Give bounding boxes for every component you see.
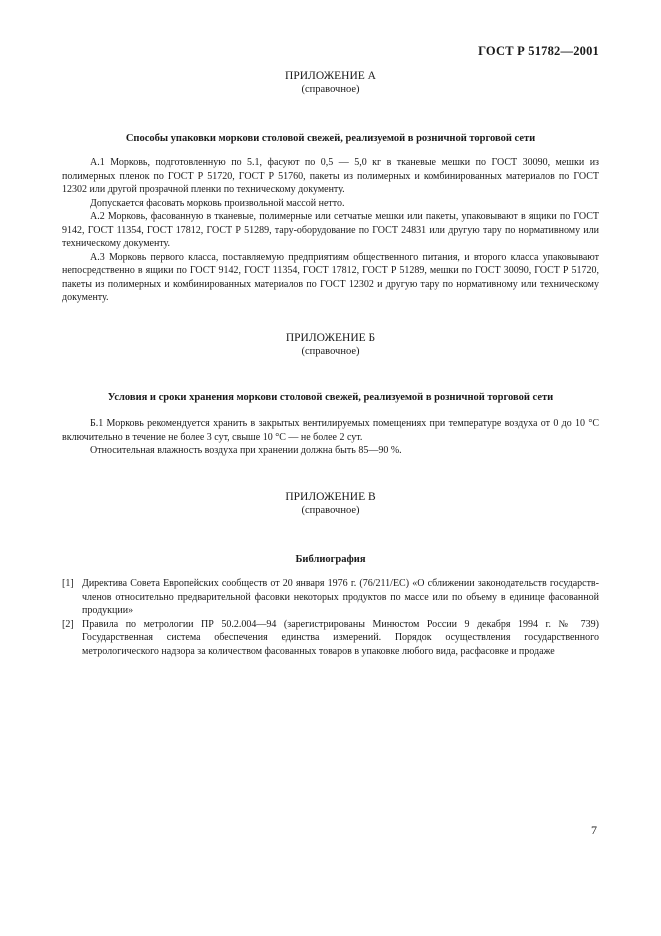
- paragraph-a3: А.3 Морковь первого класса, поставляемую предприятиям общественного питания, и второго класса упаковывают непосредственно в ящики по ГОСТ 9142, ГОСТ 11354, ГОСТ 17812, ГОСТ Р 51289, мешки по ГОСТ 30090, ГОСТ Р 51720, пакеты из полимерных и комбинированных материалов по ГОСТ 12302 и другую тару по нормативному или техническому документу.: [62, 251, 599, 303]
- appendix-a-heading: ПРИЛОЖЕНИЕ А: [285, 70, 376, 82]
- bibliography-item: [62, 577, 599, 618]
- appendix-b-body: [62, 417, 599, 458]
- bibliography-item-text: Правила по метрологии ПР 50.2.004—94 (зарегистрированы Минюстом России 9 декабря 1994 г. № 739) Государственная система обеспечения единства измерений. Порядок осуществления государственного метрологического надзора за количеством фасованных товаров в упаковке любого вида, расфасовке и продаже: [82, 618, 599, 657]
- appendix-v-heading-block: [0, 491, 661, 517]
- appendix-a-note: (справочное): [301, 84, 360, 95]
- appendix-b-heading: ПРИЛОЖЕНИЕ Б: [285, 332, 376, 344]
- bibliography-item-number: [1]: [62, 578, 74, 589]
- page-number: 7: [591, 823, 597, 837]
- appendix-b-title: Условия и сроки хранения моркови столовой свежей, реализуемой в розничной торговой сети: [107, 392, 554, 403]
- paragraph-a1-note: Допускается фасовать морковь произвольной массой нетто.: [90, 197, 345, 209]
- bibliography-list: [62, 577, 599, 658]
- appendix-a-body: [62, 156, 599, 305]
- document-code-header: ГОСТ Р 51782—2001: [478, 44, 599, 58]
- appendix-a-heading-block: [0, 70, 661, 96]
- appendix-a-title: Способы упаковки моркови столовой свежей, реализуемой в розничной торговой сети: [125, 133, 536, 144]
- appendix-v-heading: ПРИЛОЖЕНИЕ В: [285, 491, 376, 503]
- bibliography-item-number: [2]: [62, 618, 74, 630]
- appendix-b-note: (справочное): [301, 346, 360, 357]
- paragraph-b1: Б.1 Морковь рекомендуется хранить в закрытых вентилируемых помещениях при температуре воздуха от 0 до 10 °С включительно в течение не более 3 сут, свыше 10 °С — не более 2 сут.: [62, 418, 599, 443]
- paragraph-a1: А.1 Морковь, подготовленную по 5.1, фасуют по 0,5 — 5,0 кг в тканевые мешки по ГОСТ 30090, мешки из полимерных пленок по ГОСТ Р 51720, ГОСТ Р 51760, пакеты из полимерных и комбинированных материалов по ГОСТ 12302 или другой прозрачной пленки по техническому документу.: [62, 157, 599, 195]
- bibliography-item-text: Директива Совета Европейских сообществ от 20 января 1976 г. (76/211/ЕС) «О сближении законодательств государств-членов относительно предварительной фасовки некоторых продуктов по массе или по объему в единице фасованной продукции»: [82, 578, 599, 616]
- bibliography-item: [62, 618, 599, 659]
- appendix-b-heading-block: [0, 332, 661, 358]
- paragraph-a2: А.2 Морковь, фасованную в тканевые, полимерные или сетчатые мешки или пакеты, упаковывают в ящики по ГОСТ 9142, ГОСТ 11354, ГОСТ 17812, ГОСТ Р 51289, тару-оборудование по ГОСТ 24831 или другую тару по нормативному или техническому документу.: [62, 211, 599, 249]
- appendix-v-note: (справочное): [301, 505, 360, 516]
- paragraph-b1-humidity: Относительная влажность воздуха при хранении должна быть 85—90 %.: [90, 445, 402, 456]
- bibliography-title: Библиография: [295, 554, 366, 565]
